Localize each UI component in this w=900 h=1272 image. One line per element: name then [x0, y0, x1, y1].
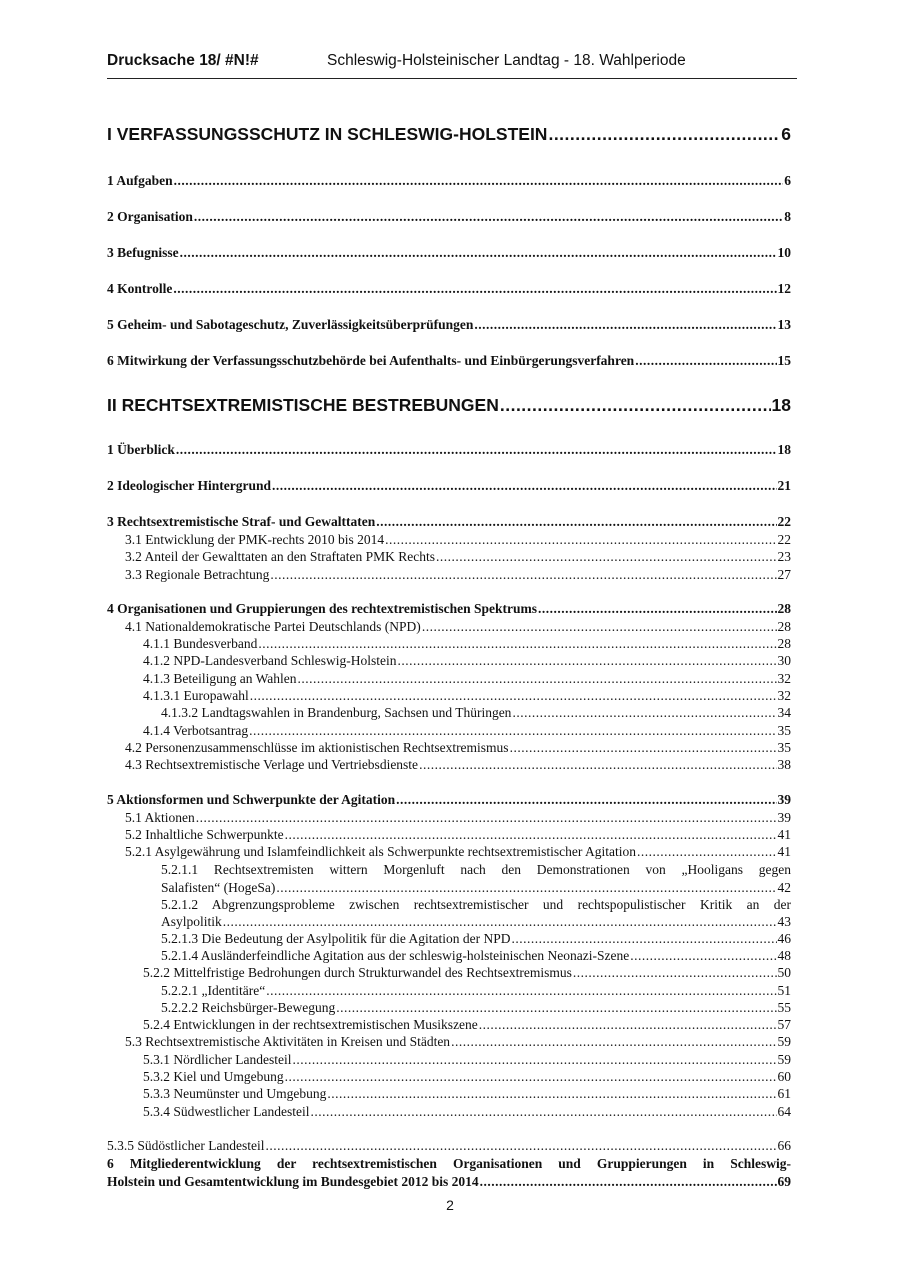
- toc-entry-label: 4.1.3.2 Landtagswahlen in Brandenburg, Sachsen und Thüringen: [161, 705, 512, 721]
- toc-entry[interactable]: [107, 896, 791, 931]
- toc-page-number: 35: [777, 722, 791, 738]
- table-of-contents: [107, 124, 791, 1190]
- toc-entry-label: 5.2.2.1 „Identitäre“: [161, 982, 266, 998]
- toc-entry-label-line2: Asylpolitik: [161, 914, 222, 930]
- toc-page-number: 34: [777, 705, 791, 721]
- dot-leader: [436, 549, 776, 565]
- toc-entry-label: 4.1.3 Beteiligung an Wahlen: [143, 670, 297, 686]
- toc-page-number: 66: [777, 1137, 791, 1153]
- dot-leader: [510, 740, 777, 756]
- toc-entry[interactable]: [107, 1155, 791, 1190]
- dot-leader: [474, 317, 776, 333]
- toc-page-number: 60: [777, 1069, 791, 1085]
- toc-entry-label: 4.2 Personenzusammenschlüsse im aktionistischen Rechtsextremismus: [125, 739, 509, 755]
- toc-section-entry[interactable]: [107, 1086, 791, 1103]
- toc-entry-label: 3.3 Regionale Betrachtung: [125, 566, 270, 582]
- toc-chapter-entry[interactable]: [107, 478, 791, 496]
- toc-entry-label: 4.1.4 Verbotsantrag: [143, 722, 249, 738]
- toc-chapter-entry[interactable]: [107, 353, 791, 371]
- toc-entry-label: 6 Mitwirkung der Verfassungsschutzbehörde bei Aufenthalts- und Einbürgerungsverfahren: [107, 353, 635, 368]
- toc-section-entry[interactable]: [107, 532, 791, 549]
- dot-leader: [180, 245, 777, 261]
- toc-page-number: 55: [777, 999, 791, 1015]
- dot-leader: [250, 688, 777, 704]
- dot-leader: [500, 395, 771, 416]
- page-header: [107, 52, 797, 79]
- toc-entry-label-line1: 6 Mitgliederentwicklung der rechtsextremistischen Organisationen und Gruppierungen in Schleswig-: [107, 1156, 791, 1172]
- toc-page-number: 46: [777, 930, 791, 946]
- toc-page-number: 27: [777, 566, 791, 582]
- toc-page-number: 6: [781, 124, 791, 144]
- toc-chapter-entry[interactable]: [107, 601, 791, 619]
- toc-section-entry[interactable]: [107, 740, 791, 757]
- dot-leader: [310, 1104, 776, 1120]
- toc-page-number: 39: [777, 809, 791, 825]
- toc-page-number: 32: [777, 688, 791, 704]
- toc-section-entry[interactable]: [107, 983, 791, 1000]
- toc-page-number: 21: [777, 478, 791, 493]
- toc-entry-label: 5.1 Aktionen: [125, 809, 195, 825]
- toc-entry[interactable]: [107, 861, 791, 896]
- toc-page-number: 23: [777, 549, 791, 565]
- toc-page-number: 22: [777, 514, 791, 529]
- toc-page-number: 38: [777, 757, 791, 773]
- toc-section-entry[interactable]: [107, 688, 791, 705]
- toc-chapter-entry[interactable]: [107, 514, 791, 532]
- dot-leader: [336, 1000, 776, 1016]
- toc-entry-label: 1 Überblick: [107, 442, 175, 457]
- toc-page-number: 41: [777, 826, 791, 842]
- toc-chapter-entry[interactable]: [107, 792, 791, 810]
- toc-entry-label: 5 Aktionsformen und Schwerpunkte der Agitation: [107, 791, 396, 807]
- toc-section-entry[interactable]: [107, 619, 791, 636]
- toc-entry-label: 5.3 Rechtsextremistische Aktivitäten in Kreisen und Städten: [125, 1034, 451, 1050]
- dot-leader: [272, 478, 776, 494]
- dot-leader: [385, 532, 776, 548]
- toc-entry-label: 3.1 Entwicklung der PMK-rechts 2010 bis 2014: [125, 532, 385, 547]
- toc-entry-label: 3 Befugnisse: [107, 245, 179, 260]
- toc-entry-label: 2 Ideologischer Hintergrund: [107, 478, 272, 493]
- toc-page-number: 28: [777, 618, 791, 634]
- toc-entry-label: 4.1.3.1 Europawahl: [143, 688, 249, 704]
- dot-leader: [419, 757, 776, 773]
- dot-leader: [173, 281, 776, 297]
- dot-leader: [298, 671, 777, 687]
- toc-entry-label: 4 Kontrolle: [107, 281, 173, 296]
- toc-entry-label: 5.2.4 Entwicklungen in der rechtsextremistischen Musikszene: [143, 1017, 478, 1033]
- dot-leader: [285, 827, 777, 843]
- toc-chapter-entry[interactable]: [107, 317, 791, 335]
- toc-page-number: 57: [777, 1017, 791, 1033]
- dot-leader: [396, 792, 776, 808]
- document-number: Drucksache 18/ #N!#: [107, 52, 259, 69]
- toc-page-number: 59: [777, 1051, 791, 1067]
- toc-entry-label-line2: Holstein und Gesamtentwicklung im Bundesgebiet 2012 bis 2014: [107, 1173, 479, 1189]
- toc-page-number: 8: [784, 209, 791, 224]
- toc-entry-label: 5.3.2 Kiel und Umgebung: [143, 1069, 284, 1085]
- dot-leader: [538, 601, 776, 617]
- toc-section-entry[interactable]: [107, 810, 791, 827]
- toc-page-number: 39: [777, 791, 791, 807]
- toc-entry-label: 5.3.1 Nördlicher Landesteil: [143, 1051, 292, 1067]
- dot-leader: [511, 931, 776, 947]
- toc-section-entry[interactable]: [107, 948, 791, 965]
- toc-entry-label: 4 Organisationen und Gruppierungen des rechtextremistischen Spektrums: [107, 600, 538, 616]
- dot-leader: [512, 705, 776, 721]
- toc-page-number: 43: [777, 914, 791, 930]
- toc-page-number: 35: [777, 739, 791, 755]
- toc-page-number: 18: [771, 395, 791, 415]
- toc-chapter-entry[interactable]: [107, 209, 791, 227]
- toc-page-number: 50: [777, 965, 791, 981]
- toc-entry-label: 1 Aufgaben: [107, 173, 173, 188]
- toc-entry-label: 3.2 Anteil der Gewalttaten an den Straftaten PMK Rechts: [125, 549, 436, 565]
- dot-leader: [451, 1034, 776, 1050]
- toc-entry-label: I VERFASSUNGSSCHUTZ IN SCHLESWIG-HOLSTEIN: [107, 124, 548, 144]
- page-number: 2: [446, 1197, 454, 1213]
- toc-entry-label: 5.2.2 Mittelfristige Bedrohungen durch Strukturwandel des Rechtsextremismus: [143, 965, 572, 981]
- toc-entry-label: 5.2 Inhaltliche Schwerpunkte: [125, 826, 284, 842]
- dot-leader: [573, 965, 777, 981]
- toc-page-number: 10: [777, 245, 791, 260]
- toc-section-entry[interactable]: [107, 1034, 791, 1051]
- toc-page-number: 18: [777, 442, 791, 457]
- toc-entry-label: 4.3 Rechtsextremistische Verlage und Vertriebsdienste: [125, 757, 419, 773]
- toc-entry-label: 2 Organisation: [107, 209, 193, 224]
- toc-page-number: 30: [777, 653, 791, 669]
- dot-leader: [174, 173, 784, 189]
- dot-leader: [548, 124, 780, 145]
- dot-leader: [176, 442, 777, 458]
- header-title: Schleswig-Holsteinischer Landtag - 18. Wahlperiode: [327, 52, 686, 69]
- toc-entry-label: 5.2.1 Asylgewährung und Islamfeindlichkeit als Schwerpunkte rechtsextremistischer Agitation: [125, 844, 637, 860]
- toc-entry-label: 5 Geheim- und Sabotageschutz, Zuverlässigkeitsüberprüfungen: [107, 317, 474, 332]
- toc-page-number: 28: [777, 600, 791, 616]
- toc-section-entry[interactable]: [107, 1052, 791, 1069]
- toc-entry-label-line1: 5.2.1.1 Rechtsextremisten wittern Morgenluft nach den Demonstrationen von „Hooligans gegen: [161, 862, 791, 878]
- dot-leader: [422, 619, 777, 635]
- toc-section-entry[interactable]: [107, 1000, 791, 1017]
- toc-page-number: 69: [777, 1173, 791, 1189]
- toc-entry-label: 5.3.5 Südöstlicher Landesteil: [107, 1137, 265, 1153]
- dot-leader: [223, 913, 777, 930]
- toc-entry-label: II RECHTSEXTREMISTISCHE BESTREBUNGEN: [107, 395, 499, 415]
- toc-entry-label: 5.2.2.2 Reichsbürger-Bewegung: [161, 999, 336, 1015]
- toc-section-entry[interactable]: [107, 549, 791, 566]
- dot-leader: [285, 1069, 777, 1085]
- toc-section-entry[interactable]: [107, 1069, 791, 1086]
- toc-entry-label: 5.2.1.4 Ausländerfeindliche Agitation aus der schleswig-holsteinischen Neonazi-Szene: [161, 947, 630, 963]
- dot-leader: [635, 353, 776, 369]
- toc-page-number: 12: [777, 281, 791, 296]
- toc-section-entry[interactable]: [107, 757, 791, 774]
- dot-leader: [258, 636, 776, 652]
- toc-page-number: 48: [777, 947, 791, 963]
- toc-page-number: 32: [777, 670, 791, 686]
- toc-section-entry[interactable]: [107, 1138, 791, 1155]
- toc-page-number: 64: [777, 1103, 791, 1119]
- toc-page-number: 59: [777, 1034, 791, 1050]
- toc-part-heading[interactable]: [107, 395, 791, 419]
- dot-leader: [397, 653, 776, 669]
- toc-page-number: 15: [777, 353, 791, 368]
- dot-leader: [376, 514, 776, 530]
- toc-section-entry[interactable]: [107, 723, 791, 740]
- toc-section-entry[interactable]: [107, 931, 791, 948]
- toc-page-number: 13: [777, 317, 791, 332]
- dot-leader: [194, 209, 783, 225]
- toc-entry-label: 3 Rechtsextremistische Straf- und Gewalttaten: [107, 514, 376, 529]
- toc-chapter-entry[interactable]: [107, 281, 791, 299]
- dot-leader: [249, 723, 776, 739]
- toc-section-entry[interactable]: [107, 705, 791, 722]
- dot-leader: [270, 567, 776, 583]
- toc-section-entry[interactable]: [107, 636, 791, 653]
- toc-chapter-entry[interactable]: [107, 442, 791, 460]
- toc-entry-label: 4.1 Nationaldemokratische Partei Deutschlands (NPD): [125, 618, 421, 634]
- toc-page-number: 51: [777, 982, 791, 998]
- toc-section-entry[interactable]: [107, 653, 791, 670]
- toc-chapter-entry[interactable]: [107, 173, 791, 191]
- toc-section-entry[interactable]: [107, 965, 791, 982]
- toc-entry-label-line1: 5.2.1.2 Abgrenzungsprobleme zwischen rechtsextremistischer und rechtspopulistischer Kritik an der: [161, 897, 791, 913]
- toc-entry-label-line2: Salafisten“ (HogeSa): [161, 879, 276, 895]
- toc-page-number: 61: [777, 1086, 791, 1102]
- toc-part-heading[interactable]: [107, 124, 791, 148]
- dot-leader: [265, 1138, 776, 1154]
- toc-chapter-entry[interactable]: [107, 245, 791, 263]
- toc-section-entry[interactable]: [107, 1104, 791, 1121]
- toc-page-number: 42: [777, 879, 791, 895]
- dot-leader: [276, 879, 776, 896]
- toc-section-entry[interactable]: [107, 671, 791, 688]
- toc-entry-label: 4.1.2 NPD-Landesverband Schleswig-Holstein: [143, 653, 397, 669]
- toc-entry-label: 4.1.1 Bundesverband: [143, 636, 258, 652]
- dot-leader: [479, 1017, 777, 1033]
- toc-entry-label: 5.2.1.3 Die Bedeutung der Asylpolitik für die Agitation der NPD: [161, 930, 511, 946]
- toc-section-entry[interactable]: [107, 827, 791, 844]
- toc-entry-label: 5.3.4 Südwestlicher Landesteil: [143, 1103, 310, 1119]
- dot-leader: [480, 1173, 777, 1190]
- toc-page-number: 41: [777, 844, 791, 860]
- dot-leader: [630, 948, 776, 964]
- dot-leader: [196, 810, 777, 826]
- toc-entry-label: 5.3.3 Neumünster und Umgebung: [143, 1086, 327, 1102]
- dot-leader: [292, 1052, 776, 1068]
- dot-leader: [327, 1086, 776, 1102]
- dot-leader: [637, 844, 776, 860]
- toc-section-entry[interactable]: [107, 567, 791, 584]
- toc-page-number: 28: [777, 636, 791, 652]
- toc-section-entry[interactable]: [107, 1017, 791, 1034]
- toc-section-entry[interactable]: [107, 844, 791, 861]
- toc-page-number: 6: [784, 173, 791, 188]
- toc-page-number: 22: [777, 532, 791, 547]
- dot-leader: [266, 983, 776, 999]
